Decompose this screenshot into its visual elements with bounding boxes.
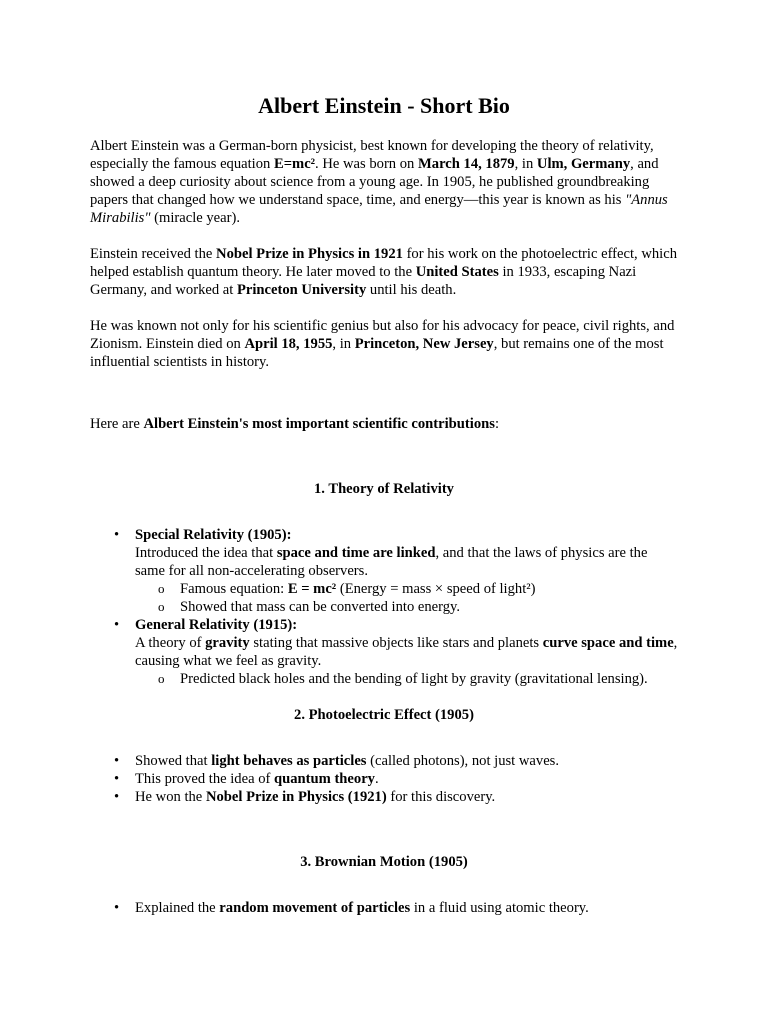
list-item: [135, 770, 678, 788]
sub-list: [135, 670, 678, 688]
text-run: for his work on the photoelectric effect, which helped establish quantum theory. He later moved to the: [90, 246, 678, 280]
bio-paragraph: [90, 317, 678, 371]
text-run: (Energy = mass × speed of light²): [336, 581, 536, 597]
text-run: , and showed a deep curiosity about science from a young age. In 1905, he published groundbreaking papers that changed how we understand space, time, and energy—this year is known as his: [90, 156, 659, 208]
text-run: , in: [514, 156, 537, 172]
bio-paragraph: [90, 245, 678, 299]
bold-text: E = mc²: [287, 581, 337, 597]
bold-text: gravity: [205, 635, 250, 651]
text-run: He was known not only for his scientific genius but also for his advocacy for peace, civil rights, and Zionism. Einstein died on: [90, 318, 675, 352]
text-run: , and that the laws of physics are the same for all non-accelerating observers.: [135, 545, 648, 579]
text-run: Showed that: [135, 753, 212, 769]
text-run: Here are: [90, 416, 144, 432]
text-run: This proved the idea of: [135, 771, 275, 787]
section-list: [90, 752, 678, 806]
bold-text: Princeton, New Jersey: [354, 336, 494, 352]
section-list: [90, 899, 678, 917]
text-run: until his death.: [366, 282, 457, 298]
text-run: Showed that mass can be converted into energy.: [180, 599, 461, 615]
text-run: Explained the: [135, 900, 220, 916]
list-item-title: • Special Relativity (1905):: [135, 527, 292, 543]
bold-text: curve space and time: [542, 635, 674, 651]
list-item: [135, 788, 678, 806]
text-run: Albert Einstein was a German-born physicist, best known for developing the theory of relativity, especially the famous equation: [90, 138, 654, 172]
italic-text: "Annus Mirabilis": [90, 192, 668, 226]
section-heading: 2. Photoelectric Effect (1905): [294, 707, 474, 723]
text-run: in 1933, escaping Nazi Germany, and worked at: [90, 264, 637, 298]
text-run: , causing what we feel as gravity.: [135, 635, 678, 669]
sub-list: [135, 580, 678, 616]
bold-text: United States: [415, 264, 499, 280]
text-run: (miracle year).: [150, 210, 240, 226]
text-run: Introduced the idea that: [135, 545, 277, 561]
bold-text: April 18, 1955: [244, 336, 333, 352]
bold-text: random movement of particles: [219, 900, 411, 916]
bold-text: E=mc²: [273, 156, 316, 172]
sub-list-item: [180, 580, 678, 598]
text-run: Famous equation:: [180, 581, 288, 597]
sub-list-item: [180, 670, 678, 688]
text-run: for this discovery.: [386, 789, 496, 805]
bold-text: Ulm, Germany: [536, 156, 631, 172]
text-run: .: [374, 771, 379, 787]
bold-text: light behaves as particles: [211, 753, 367, 769]
text-run: , in: [332, 336, 355, 352]
list-item: [135, 526, 678, 616]
list-item-body: [135, 544, 678, 580]
list-item: [135, 752, 678, 770]
text-run: stating that massive objects like stars and planets: [249, 635, 543, 651]
section-list: [90, 526, 678, 688]
list-item: [135, 899, 678, 917]
bold-text: Princeton University: [236, 282, 367, 298]
bio-paragraph: [90, 137, 678, 227]
text-run: (called photons), not just waves.: [366, 753, 560, 769]
bold-text: Nobel Prize in Physics in 1921: [216, 246, 403, 262]
bold-text: Albert Einstein's most important scientific contributions: [143, 416, 495, 432]
list-item-body: [135, 634, 678, 670]
page-title: Albert Einstein - Short Bio: [258, 93, 510, 118]
bio-paragraphs: [90, 137, 678, 371]
list-item-title: • General Relativity (1915):: [135, 617, 298, 633]
text-run: A theory of: [135, 635, 206, 651]
list-item: [135, 616, 678, 688]
section-heading: 1. Theory of Relativity: [314, 481, 454, 497]
text-run: He won the: [135, 789, 206, 805]
text-run: :: [494, 416, 499, 432]
bold-text: March 14, 1879: [418, 156, 515, 172]
text-run: . He was born on: [315, 156, 418, 172]
bold-text: quantum theory: [274, 771, 375, 787]
text-run: Einstein received the: [90, 246, 217, 262]
text-run: Predicted black holes and the bending of light by gravity (gravitational lensing).: [180, 671, 648, 687]
section-heading: 3. Brownian Motion (1905): [300, 854, 468, 870]
text-run: , but remains one of the most influential scientists in history.: [90, 336, 664, 370]
sub-list-item: [180, 598, 678, 616]
bold-text: Nobel Prize in Physics (1921): [205, 789, 387, 805]
bold-text: space and time are linked: [276, 545, 436, 561]
text-run: in a fluid using atomic theory.: [410, 900, 589, 916]
contributions-intro: [90, 415, 678, 433]
